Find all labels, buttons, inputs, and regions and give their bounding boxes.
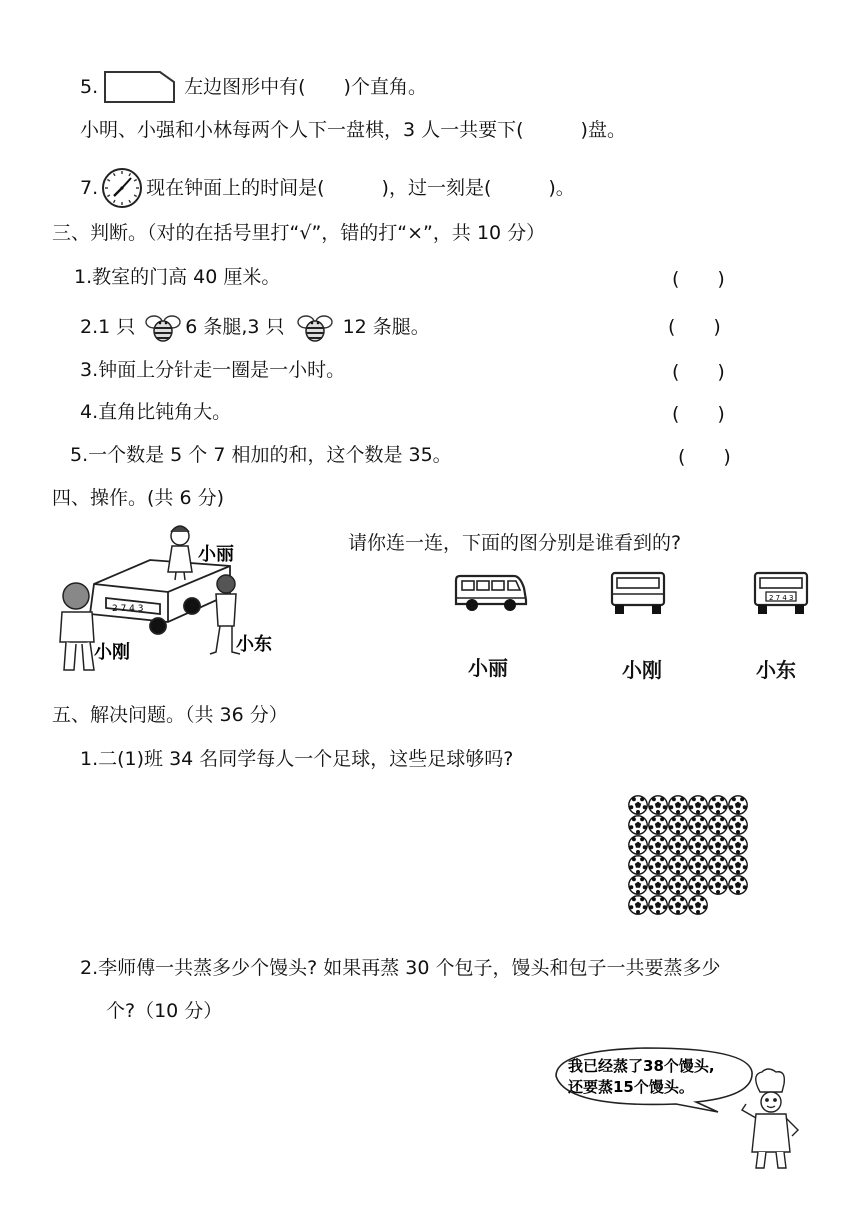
judgement-3: 3.钟面上分针走一圈是一小时。 — [80, 359, 346, 381]
view-label-1: 小丽 — [468, 656, 508, 680]
section-3-heading: 三、判断。（对的在括号里打“√”，错的打“×”，共 10 分） — [52, 222, 546, 244]
question-number: 7. — [80, 177, 99, 199]
answer-paren-3[interactable]: ( ) — [672, 361, 725, 383]
question-text: 左边图形中有( )个直角。 — [184, 76, 427, 98]
problem-2-line2: 个?（10 分） — [106, 1000, 223, 1022]
football-icon — [629, 836, 647, 854]
football-icon — [669, 836, 687, 854]
answer-paren-5[interactable]: ( ) — [678, 446, 731, 468]
chef-figure — [742, 1069, 798, 1168]
football-icon — [669, 876, 687, 894]
question-2-5 — [80, 70, 427, 104]
football-icon — [689, 896, 707, 914]
judgement-2-part3: 12 条腿。 — [342, 316, 430, 338]
shape-figure — [102, 70, 182, 104]
answer-paren-1[interactable]: ( ) — [672, 268, 725, 290]
plate-number: 2 7 4 3 — [112, 604, 144, 614]
football-icon — [629, 816, 647, 834]
football-icon — [729, 796, 747, 814]
bus-front-view[interactable] — [750, 570, 812, 616]
football-icon — [689, 856, 707, 874]
football-icon — [709, 816, 727, 834]
judgement-5: 5.一个数是 5 个 7 相加的和，这个数是 35。 — [70, 444, 452, 466]
football-icon — [689, 816, 707, 834]
clock-icon — [100, 166, 144, 210]
answer-paren-4[interactable]: ( ) — [672, 403, 725, 425]
football-icon — [689, 796, 707, 814]
car-illustration — [90, 560, 230, 634]
football-icon — [709, 796, 727, 814]
football-icon — [729, 816, 747, 834]
car-scene-illustration — [50, 522, 290, 684]
section-5-heading: 五、解决问题。（共 36 分） — [52, 704, 288, 726]
football-grid — [626, 793, 756, 923]
football-icon — [709, 836, 727, 854]
bubble-line-2: 还要蒸15个馒头。 — [568, 1078, 694, 1096]
chef-illustration — [546, 1040, 816, 1180]
football-icon — [629, 896, 647, 914]
question-2-7 — [80, 166, 575, 210]
football-icon — [649, 816, 667, 834]
view-label-3: 小东 — [756, 658, 796, 682]
bubble-line-1: 我已经蒸了38个馒头, — [568, 1057, 715, 1075]
football-icon — [709, 856, 727, 874]
football-icon — [729, 876, 747, 894]
football-icon — [629, 876, 647, 894]
bee-icon — [143, 310, 183, 344]
bus-back-view[interactable] — [607, 570, 669, 616]
boy-figure-front — [60, 583, 94, 670]
football-icon — [649, 896, 667, 914]
football-icon — [629, 796, 647, 814]
question-text: 现在钟面上的时间是( )，过一刻是( )。 — [146, 177, 575, 199]
label-xiaogang: 小刚 — [94, 642, 130, 663]
judgement-2-part1: 2.1 只 — [80, 316, 136, 338]
football-icon — [649, 856, 667, 874]
front-plate-number: 2 7 4 3 — [769, 594, 794, 602]
football-icon — [689, 836, 707, 854]
problem-2-line1: 2.李师傅一共蒸多少个馒头? 如果再蒸 30 个包子，馒头和包子一共要蒸多少 — [80, 957, 721, 979]
bus-side-view[interactable] — [452, 572, 532, 616]
label-xiaodong: 小东 — [236, 634, 272, 655]
section-4-heading: 四、操作。(共 6 分) — [52, 487, 224, 509]
football-icon — [649, 876, 667, 894]
label-xiaoli: 小丽 — [198, 544, 234, 565]
bee-icon — [295, 310, 335, 344]
football-icon — [669, 796, 687, 814]
football-icon — [649, 836, 667, 854]
judgement-2 — [80, 310, 430, 344]
problem-1: 1.二(1)班 34 名同学每人一个足球，这些足球够吗? — [80, 748, 514, 770]
football-icon — [709, 876, 727, 894]
section-4-instruction: 请你连一连，下面的图分别是谁看到的? — [348, 532, 682, 554]
football-icon — [689, 876, 707, 894]
view-label-2: 小刚 — [622, 658, 662, 682]
football-icon — [629, 856, 647, 874]
judgement-2-part2: 6 条腿,3 只 — [185, 316, 285, 338]
girl-figure — [168, 526, 192, 580]
football-icon — [669, 856, 687, 874]
judgement-1: 1.教室的门高 40 厘米。 — [74, 266, 281, 288]
judgement-4: 4.直角比钝角大。 — [80, 401, 232, 423]
question-2-6: 小明、小强和小林每两个人下一盘棋，3 人一共要下( )盘。 — [80, 119, 626, 141]
football-icon — [729, 836, 747, 854]
answer-paren-2[interactable]: ( ) — [668, 316, 721, 338]
football-icon — [669, 816, 687, 834]
question-number: 5. — [80, 76, 99, 98]
football-icon — [669, 896, 687, 914]
football-icon — [729, 856, 747, 874]
football-icon — [649, 796, 667, 814]
